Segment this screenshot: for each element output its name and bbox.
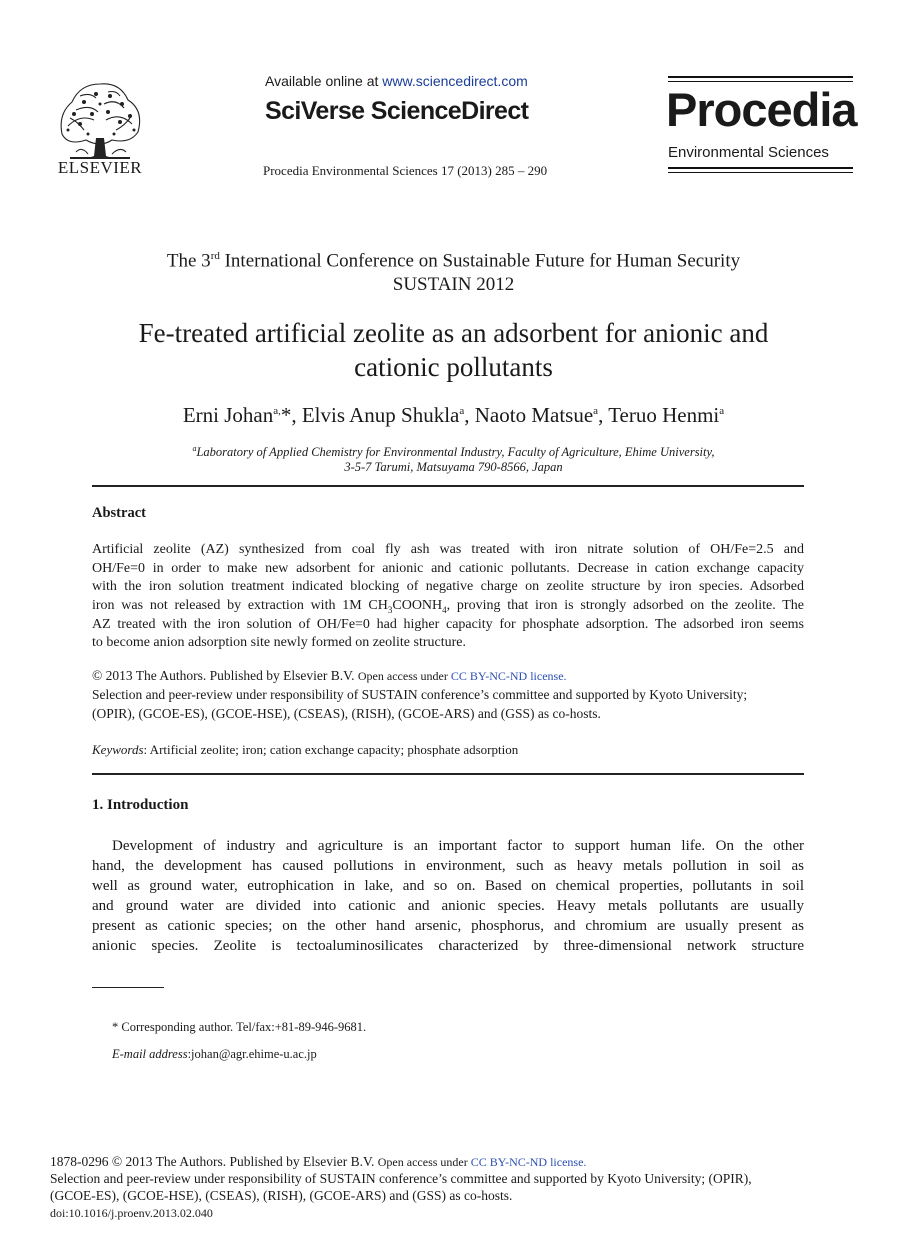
email-note: E-mail address:johan@agr.ehime-u.ac.jp xyxy=(112,1047,317,1061)
paper-title-line-2: cationic pollutants xyxy=(354,352,553,382)
conference-name: The 3rd International Conference on Sustainable Future for Human Security xyxy=(166,250,741,272)
footer-license-link[interactable]: CC BY-NC-ND license. xyxy=(470,1155,587,1169)
affiliation-line-1: $^a$Laboratory of Applied Chemistry for Environmental Industry, Faculty of Agriculture, Ehime University, xyxy=(192,444,715,460)
corresponding-author-note: * Corresponding author. Tel/fax:+81-89-946-9681. xyxy=(112,1020,367,1034)
footnote-rule xyxy=(92,987,164,988)
procedia-rule xyxy=(668,76,853,78)
license-link[interactable]: CC BY-NC-ND license. xyxy=(450,669,567,683)
available-prefix: Available online at xyxy=(265,73,383,89)
elsevier-wordmark: ELSEVIER xyxy=(57,158,143,177)
abstract-heading: Abstract xyxy=(92,505,146,521)
paper-title-line-1: Fe-treated artificial zeolite as an adsorbent for anionic and xyxy=(138,318,769,348)
peer-review-line-2: (OPIR), (GCOE-ES), (GCOE-HSE), (CSEAS), (RISH), (GCOE-ARS) and (GSS) as co-hosts. xyxy=(92,706,601,721)
procedia-logo: Procedia xyxy=(666,83,857,136)
section-rule xyxy=(92,485,804,487)
footer-peer-review-2: (GCOE-ES), (GCOE-HSE), (CSEAS), (RISH), (GCOE-ARS) and (GSS) as co-hosts. xyxy=(50,1188,513,1203)
introduction-heading: 1. Introduction xyxy=(92,797,189,813)
sciverse-sciencedirect-logo: SciVerse ScienceDirect xyxy=(265,97,529,125)
footer-doi: doi:10.1016/j.proenv.2013.02.040 xyxy=(50,1206,213,1220)
procedia-rule xyxy=(668,172,853,173)
author-list: Erni Johan$^{a,}$*, Elvis Anup Shukla$^a$, Naoto Matsue$^a$, Teruo Henmi$^a$ xyxy=(182,403,725,427)
author: Teruo Henmi xyxy=(608,403,720,427)
abstract-body: Artificial zeolite (AZ) synthesized from coal fly ash was treated with iron nitrate solution of OH/Fe=2.5 and OH/Fe=0 in order to make new adsorbent for anionic and cationic pollutants. Decrease in cation exchange capacity with the iron solution treatment indicated blocking of negative charge on zeolite structure by iron species. Adsorbed iron was not released by extraction with 1M $CH_3COONH_4$, proving that iron is strongly adsorbed on the zeolite. The AZ treated with the iron solution of OH/Fe=0 had higher capacity for phosphate adsorption. The adsorbed iron seems to become anion adsorption site newly formed on zeolite structure. xyxy=(92,542,804,651)
author: Erni Johan xyxy=(182,403,274,427)
footer-issn-line: 1878-0296 © 2013 The Authors. Published by Elsevier B.V. Open access under CC BY-NC-ND license. xyxy=(50,1154,587,1169)
section-rule xyxy=(92,773,804,775)
journal-reference: Procedia Environmental Sciences 17 (2013) 285 – 290 xyxy=(263,163,548,178)
copyright-line: © 2013 The Authors. Published by Elsevier B.V. Open access under CC BY-NC-ND license. xyxy=(92,668,567,683)
keywords-line: Keywords: Artificial zeolite; iron; cation exchange capacity; phosphate adsorption xyxy=(92,742,519,757)
procedia-subtitle: Environmental Sciences xyxy=(668,144,829,161)
introduction-body: Development of industry and agriculture is an important factor to support human life. On the other hand, the development has caused pollutions in environment, such as heavy metals pollution in soil as well as ground water, eutrophication in lake, and so on. Based on chemical properties, pollutants in soil and ground water are divided into cationic and anionic species. Heavy metals pollutants are usually present as cationic species; on the other hand arsenic, phosphorus, and chromium are usually present as anionic species. Zeolite is tectoaluminosilicates characterized by three-dimensional network structure xyxy=(92,838,804,954)
procedia-rule xyxy=(668,167,853,169)
sciencedirect-link[interactable]: www.sciencedirect.com xyxy=(382,73,528,89)
conference-short: SUSTAIN 2012 xyxy=(392,274,515,295)
affiliation-line-2: 3-5-7 Tarumi, Matsuyama 790-8566, Japan xyxy=(344,460,563,474)
author: Naoto Matsue xyxy=(474,403,594,427)
author: Elvis Anup Shukla xyxy=(301,403,460,427)
peer-review-line-1: Selection and peer-review under responsibility of SUSTAIN conference’s committee and supported by Kyoto University; xyxy=(92,687,748,702)
footer-peer-review-1: Selection and peer-review under responsibility of SUSTAIN conference’s committee and supported by Kyoto University; (OPIR), xyxy=(50,1171,752,1186)
available-online-line xyxy=(265,73,528,89)
